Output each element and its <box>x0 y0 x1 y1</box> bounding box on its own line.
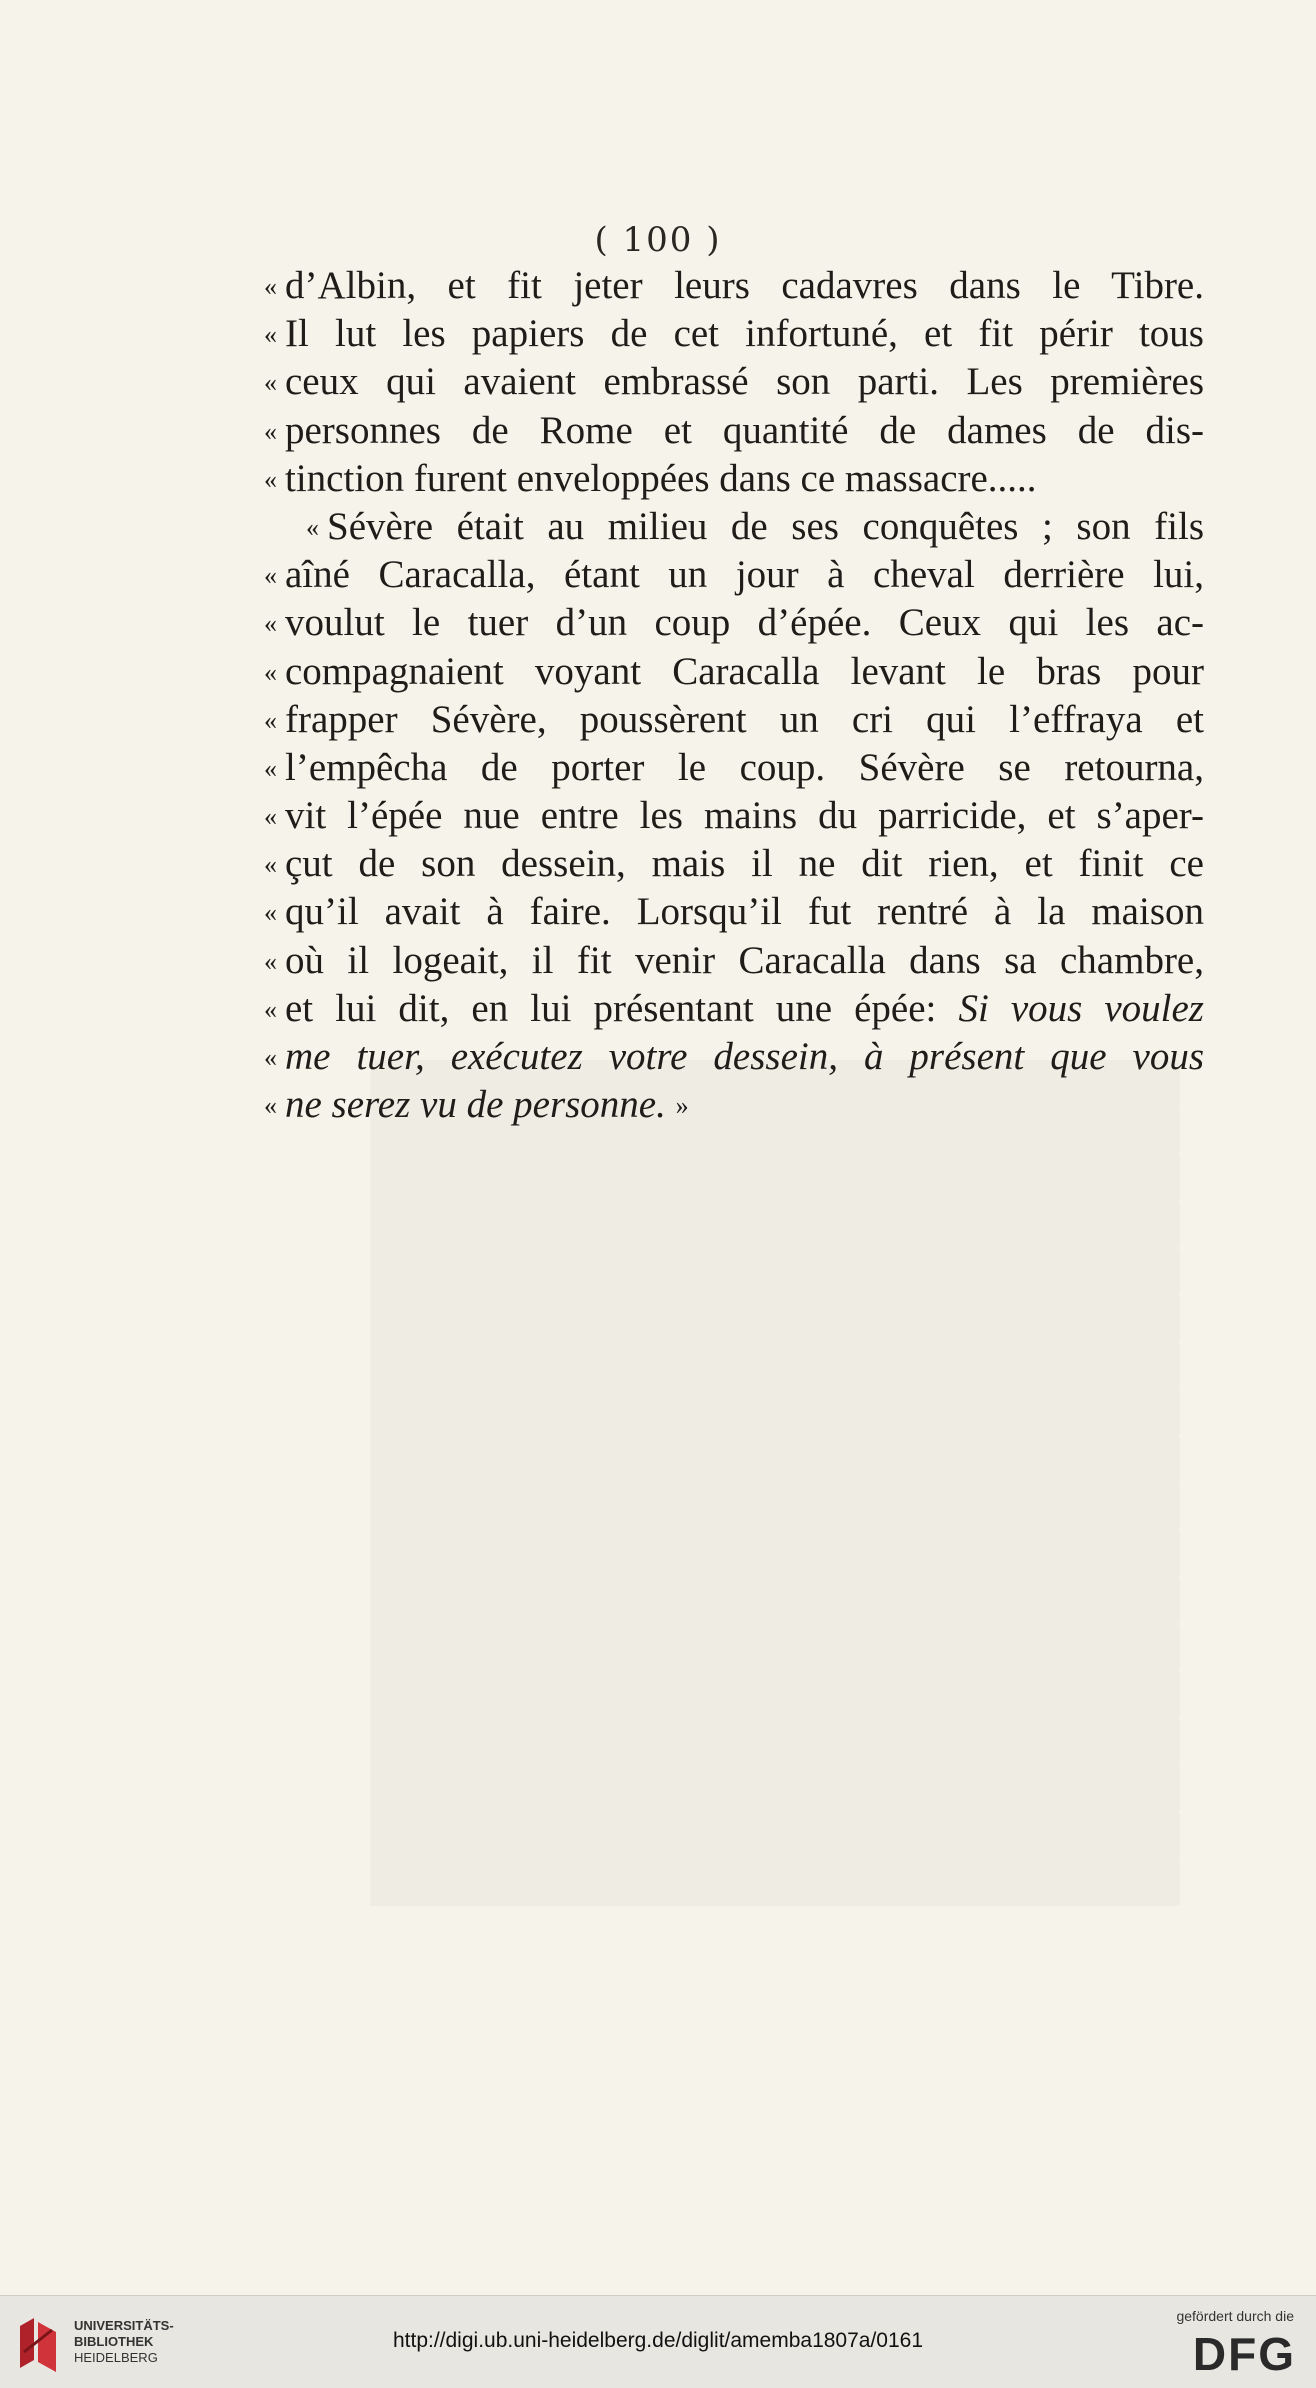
quote-mark: « <box>264 609 277 639</box>
text-line <box>264 503 1204 551</box>
quote-mark: « <box>264 994 277 1024</box>
text-line <box>264 310 1204 358</box>
quote-mark: « <box>264 1091 277 1121</box>
italic-text: Si vous voulez <box>958 986 1204 1030</box>
text-line <box>264 888 1204 936</box>
line-text: tinction furent enveloppées dans ce massacre..... <box>285 456 1037 500</box>
text-line <box>264 455 1204 503</box>
text-line <box>264 696 1204 744</box>
page-number: ( 100 ) <box>594 220 722 260</box>
italic-text: me tuer, exécutez votre dessein, à présent que vous <box>285 1035 1204 1078</box>
text-line <box>264 407 1204 455</box>
text-line <box>264 262 1204 310</box>
dfg-logo: DFG <box>1192 2328 1296 2380</box>
library-line-2: BIBLIOTHEK <box>74 2334 154 2349</box>
line-text: compagnaient voyant Caracalla levant le bras pour <box>285 649 1204 693</box>
quote-mark: « <box>264 802 277 832</box>
line-text: çut de son dessein, mais il ne dit rien, et finit ce <box>285 842 1204 886</box>
text-line <box>264 648 1204 696</box>
text-line <box>264 1033 1204 1081</box>
quote-mark: « <box>264 272 277 301</box>
text-line <box>264 551 1204 599</box>
quote-mark: « <box>264 464 277 494</box>
line-text: qu’il avait à faire. Lorsqu’il fut rentré à la maison <box>285 890 1204 934</box>
text-line <box>264 792 1204 840</box>
line-text: d’Albin, et fit jeter leurs cadavres dans le Tibre. <box>285 264 1204 307</box>
text-line <box>264 937 1204 985</box>
quote-mark: « <box>264 753 277 783</box>
quote-mark: « <box>264 657 277 687</box>
footer-bar <box>0 2295 1316 2388</box>
text-line <box>264 358 1204 406</box>
quote-mark: « <box>264 368 277 398</box>
quote-mark: « <box>264 416 277 446</box>
library-line-1: UNIVERSITÄTS- <box>74 2318 174 2333</box>
show-through <box>300 1060 1180 1906</box>
permalink-url[interactable]: http://digi.ub.uni-heidelberg.de/diglit/amemba1807a/0161 <box>392 2329 924 2352</box>
line-text: et lui dit, en lui présentant une épée: <box>285 986 937 1030</box>
line-text: l’empêcha de porter le coup. Sévère se retourna, <box>285 745 1204 789</box>
body-text <box>264 262 1204 1129</box>
library-line-3: HEIDELBERG <box>74 2350 158 2365</box>
funded-by-label: gefördert durch die <box>1176 2308 1294 2324</box>
line-text: frapper Sévère, poussèrent un cri qui l’effraya et <box>285 697 1204 741</box>
text-line <box>264 840 1204 888</box>
quote-mark: « <box>264 705 277 735</box>
text-line <box>264 599 1204 647</box>
line-text: Sévère était au milieu de ses conquêtes ; son fils <box>327 504 1204 548</box>
line-text: où il logeait, il fit venir Caracalla dans sa chambre, <box>285 938 1204 982</box>
quote-mark: « <box>264 1043 277 1072</box>
line-text: ceux qui avaient embrassé son parti. Les premières <box>285 360 1204 404</box>
quote-mark: « <box>306 512 319 542</box>
text-line <box>264 1081 1204 1129</box>
quote-mark: « <box>264 898 277 928</box>
italic-text: ne serez vu de personne. <box>285 1083 666 1127</box>
quote-mark: « <box>264 946 277 976</box>
line-text: vit l’épée nue entre les mains du parricide, et s’aper- <box>285 794 1204 838</box>
closing-quote: » <box>675 1091 689 1121</box>
quote-mark: « <box>264 561 277 591</box>
quote-mark: « <box>264 320 277 350</box>
text-line <box>264 744 1204 792</box>
line-text: aîné Caracalla, étant un jour à cheval derrière lui, <box>285 553 1204 597</box>
line-text: personnes de Rome et quantité de dames de dis- <box>285 408 1204 452</box>
text-line <box>264 985 1204 1033</box>
line-text: voulut le tuer d’un coup d’épée. Ceux qui les ac- <box>285 601 1204 645</box>
line-text: Il lut les papiers de cet infortuné, et fit périr tous <box>285 312 1204 356</box>
quote-mark: « <box>264 850 277 880</box>
